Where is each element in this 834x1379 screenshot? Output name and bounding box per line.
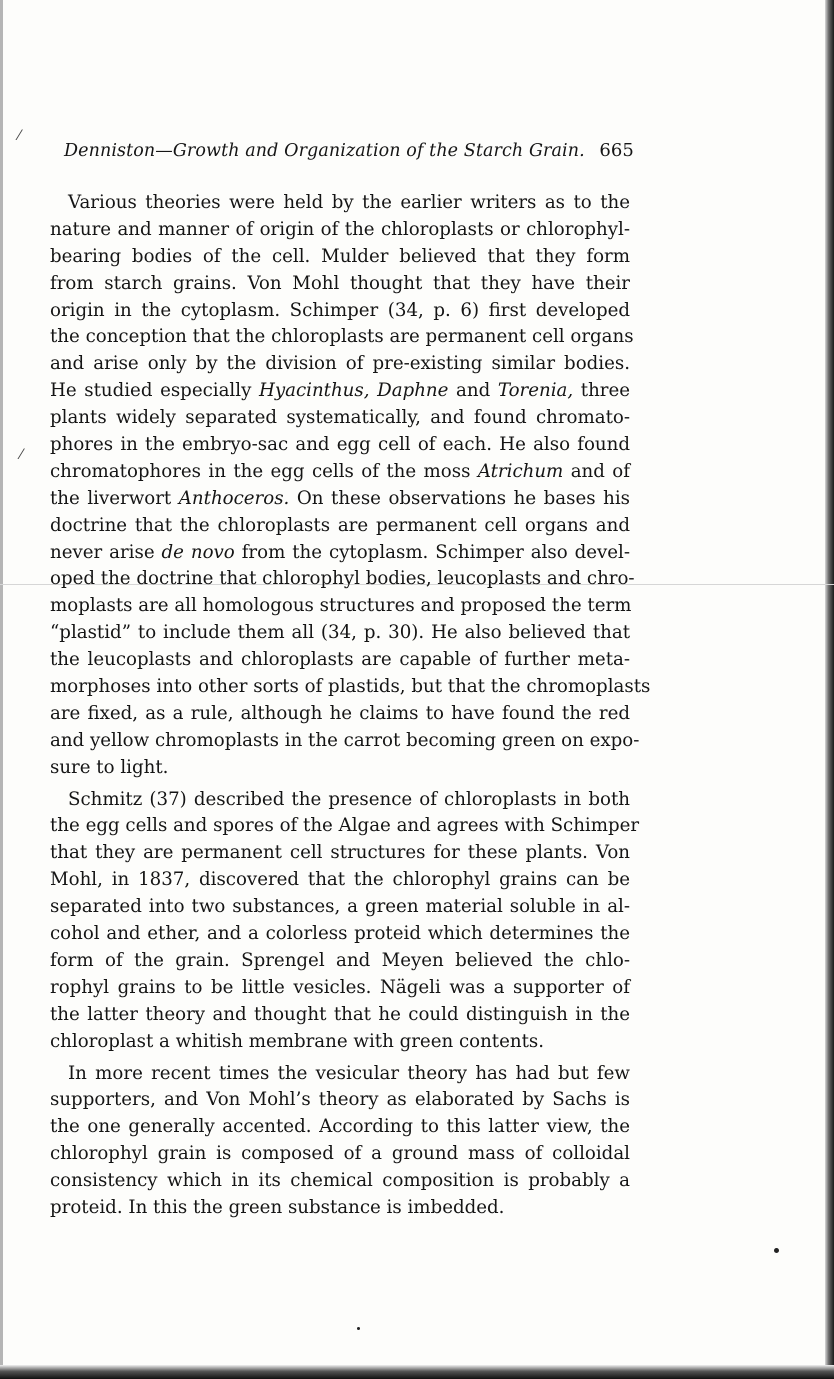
text-line <box>50 190 630 217</box>
text-line <box>50 244 630 271</box>
text-run: Hyacinthus, Daphne <box>258 380 449 402</box>
text-line <box>50 647 630 674</box>
text-line <box>50 674 651 701</box>
text-run: proteid. In this the green substance is imbedded. <box>50 1196 505 1218</box>
running-head <box>64 140 634 161</box>
text-run: rophyl grains to be little vesicles. Nägeli was a supporter of <box>50 976 630 998</box>
text-run: consistency which in its chemical composition is probably a <box>50 1170 630 1192</box>
text-run: oped the doctrine that chlorophyl bodies, leucoplasts and chro- <box>50 568 635 590</box>
text-run: phores in the embryo-sac and egg cell of each. He also found <box>50 434 630 456</box>
text-line <box>50 351 630 378</box>
margin-tick-mark: ⁄ <box>18 128 21 144</box>
text-line <box>50 513 630 540</box>
text-run: never arise <box>50 541 162 563</box>
text-line <box>50 324 634 351</box>
text-line <box>50 378 630 405</box>
text-run: and arise only by the division of pre-existing similar bodies. <box>50 353 630 375</box>
text-line <box>50 432 630 459</box>
text-run: Atrichum <box>477 460 564 482</box>
text-run: that they are permanent cell structures for these plants. Von <box>50 842 630 864</box>
text-line <box>50 701 630 728</box>
text-line <box>50 217 630 244</box>
running-head-title: Denniston—Growth and Organization of the Starch Grain. <box>64 141 585 161</box>
text-run: doctrine that the chloroplasts are permanent cell organs and <box>50 514 630 536</box>
scan-left-edge <box>0 0 3 1379</box>
text-run: cohol and ether, and a colorless proteid which determines the <box>50 923 630 945</box>
text-run: sure to light. <box>50 756 169 778</box>
text-run: bearing bodies of the cell. Mulder believed that they form <box>50 245 630 267</box>
text-run: separated into two substances, a green material soluble in al- <box>50 896 630 918</box>
text-run: the conception that the chloroplasts are permanent cell organs <box>50 326 634 348</box>
margin-tick-mark: ⁄ <box>20 447 23 463</box>
text-line <box>50 1141 630 1168</box>
text-run: chlorophyl grain is composed of a ground mass of colloidal <box>50 1143 630 1165</box>
text-line <box>50 948 630 975</box>
text-line <box>50 298 630 325</box>
text-line <box>50 1087 630 1114</box>
text-run: de novo <box>161 541 235 563</box>
text-run: are fixed, as a rule, although he claims to have found the red <box>50 702 630 724</box>
text-run: Anthoceros. <box>178 487 290 509</box>
text-run: On these observations he bases his <box>289 487 630 509</box>
text-run: the liverwort <box>50 487 179 509</box>
text-line <box>50 728 640 755</box>
ink-speck <box>357 1327 360 1330</box>
text-line <box>50 593 630 620</box>
text-line <box>50 894 630 921</box>
text-run: three <box>573 380 631 402</box>
text-line <box>50 1168 630 1195</box>
text-run: the one generally accented. According to this latter view, the <box>50 1116 630 1138</box>
text-line <box>50 921 630 948</box>
text-line <box>50 271 630 298</box>
text-line <box>50 566 635 593</box>
text-line <box>50 787 630 814</box>
scan-right-edge <box>825 0 834 1379</box>
text-run: form of the grain. Sprengel and Meyen believed the chlo- <box>50 949 630 971</box>
paragraph <box>50 1061 630 1222</box>
paragraph <box>50 787 640 1056</box>
text-run: from the cytoplasm. Schimper also devel- <box>234 541 631 563</box>
body-text <box>50 190 651 1223</box>
text-run: chloroplast a whitish membrane with green contents. <box>50 1030 545 1052</box>
text-line <box>50 620 630 647</box>
text-run: Schmitz (37) described the presence of chloroplasts in both <box>68 788 630 810</box>
text-run: the leucoplasts and chloroplasts are capable of further meta- <box>50 649 630 671</box>
text-run: In more recent times the vesicular theory has had but few <box>68 1062 630 1084</box>
text-line <box>50 755 630 782</box>
text-line <box>50 540 630 567</box>
scan-bottom-edge <box>0 1365 834 1379</box>
text-run: supporters, and Von Mohl’s theory as elaborated by Sachs is <box>50 1089 630 1111</box>
text-run: “plastid” to include them all (34, p. 30). He also believed that <box>50 622 630 644</box>
text-run: Various theories were held by the earlier writers as to the <box>68 192 630 213</box>
text-run: and <box>448 380 498 402</box>
text-line <box>50 867 630 894</box>
paragraph <box>50 190 651 782</box>
text-line <box>50 1195 630 1222</box>
text-line <box>50 1002 630 1029</box>
text-line <box>50 840 630 867</box>
text-line <box>50 1114 630 1141</box>
text-line <box>50 813 640 840</box>
text-line <box>50 1061 630 1088</box>
text-run: chromatophores in the egg cells of the moss <box>50 460 478 482</box>
text-run: He studied especially <box>50 380 259 402</box>
text-line <box>50 486 630 513</box>
page-number: 665 <box>599 140 634 161</box>
text-run: origin in the cytoplasm. Schimper (34, p. 6) first developed <box>50 299 630 321</box>
text-run: the latter theory and thought that he could distinguish in the <box>50 1003 630 1025</box>
text-run: nature and manner of origin of the chloroplasts or chlorophyl- <box>50 218 630 240</box>
text-run: Torenia, <box>497 380 574 402</box>
text-line <box>50 1029 630 1056</box>
ink-speck <box>774 1248 779 1253</box>
text-run: Mohl, in 1837, discovered that the chlorophyl grains can be <box>50 869 630 891</box>
text-run: morphoses into other sorts of plastids, but that the chromoplasts <box>50 676 651 698</box>
text-run: plants widely separated systematically, and found chromato- <box>50 407 630 429</box>
text-run: and yellow chromoplasts in the carrot becoming green on expo- <box>50 729 640 751</box>
text-line <box>50 405 630 432</box>
text-run: from starch grains. Von Mohl thought that they have their <box>50 272 630 294</box>
text-run: the egg cells and spores of the Algae and agrees with Schimper <box>50 815 640 837</box>
text-run: moplasts are all homologous structures and proposed the term <box>50 595 632 617</box>
text-line <box>50 459 630 486</box>
text-line <box>50 975 630 1002</box>
text-run: and of <box>563 460 630 482</box>
